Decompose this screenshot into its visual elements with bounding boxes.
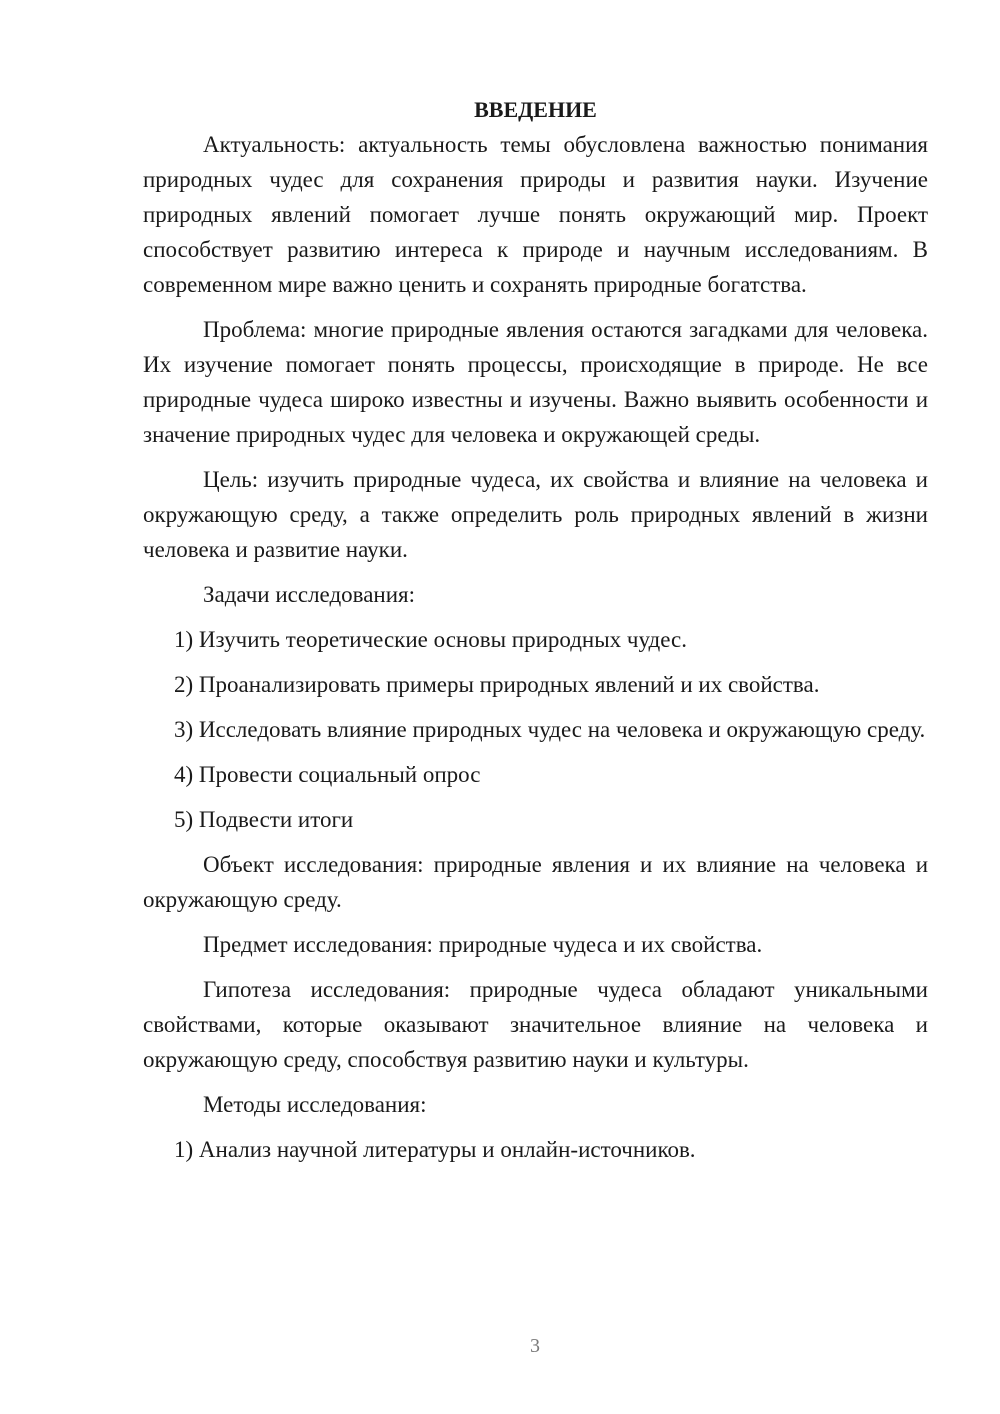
paragraph-relevance: Актуальность: актуальность темы обусловлена важностью понимания природных чудес для сохранения природы и развития науки. Изучение природных явлений помогает лучше понять окружающий мир. Проект способствует развитию интереса к природе и научным исследованиям. В современном мире важно ценить и сохранять природные богатства. [143, 132, 928, 297]
method-item-1: 1) Анализ научной литературы и онлайн-источников. [174, 1137, 696, 1162]
paragraph-subject: Предмет исследования: природные чудеса и их свойства. [203, 932, 763, 957]
paragraph-object: Объект исследования: природные явления и их влияние на человека и окружающую среду. [143, 852, 928, 912]
paragraph-problem: Проблема: многие природные явления остаются загадками для человека. Их изучение помогает понять процессы, происходящие в природе. Не все природные чудеса широко известны и изучены. Важно выявить особенности и значение природных чудес для человека и окружающей среды. [143, 317, 928, 447]
page-number: 3 [530, 1335, 540, 1357]
task-item-5: 5) Подвести итоги [174, 807, 354, 832]
paragraph-goal: Цель: изучить природные чудеса, их свойства и влияние на человека и окружающую среду, а также определить роль природных явлений в жизни человека и развитие науки. [143, 467, 928, 562]
paragraph-hypothesis: Гипотеза исследования: природные чудеса обладают уникальными свойствами, которые оказывают значительное влияние на человека и окружающую среду, способствуя развитию науки и культуры. [143, 977, 928, 1072]
page-title: ВВЕДЕНИЕ [474, 97, 597, 122]
paragraph-tasks-heading: Задачи исследования: [203, 582, 416, 607]
task-item-1: 1) Изучить теоретические основы природных чудес. [174, 627, 687, 652]
task-item-4: 4) Провести социальный опрос [174, 762, 481, 787]
page-content [143, 92, 928, 1167]
paragraph-methods-heading: Методы исследования: [203, 1092, 427, 1117]
task-item-2: 2) Проанализировать примеры природных явлений и их свойства. [174, 672, 820, 697]
task-item-3: 3) Исследовать влияние природных чудес на человека и окружающую среду. [174, 717, 926, 742]
